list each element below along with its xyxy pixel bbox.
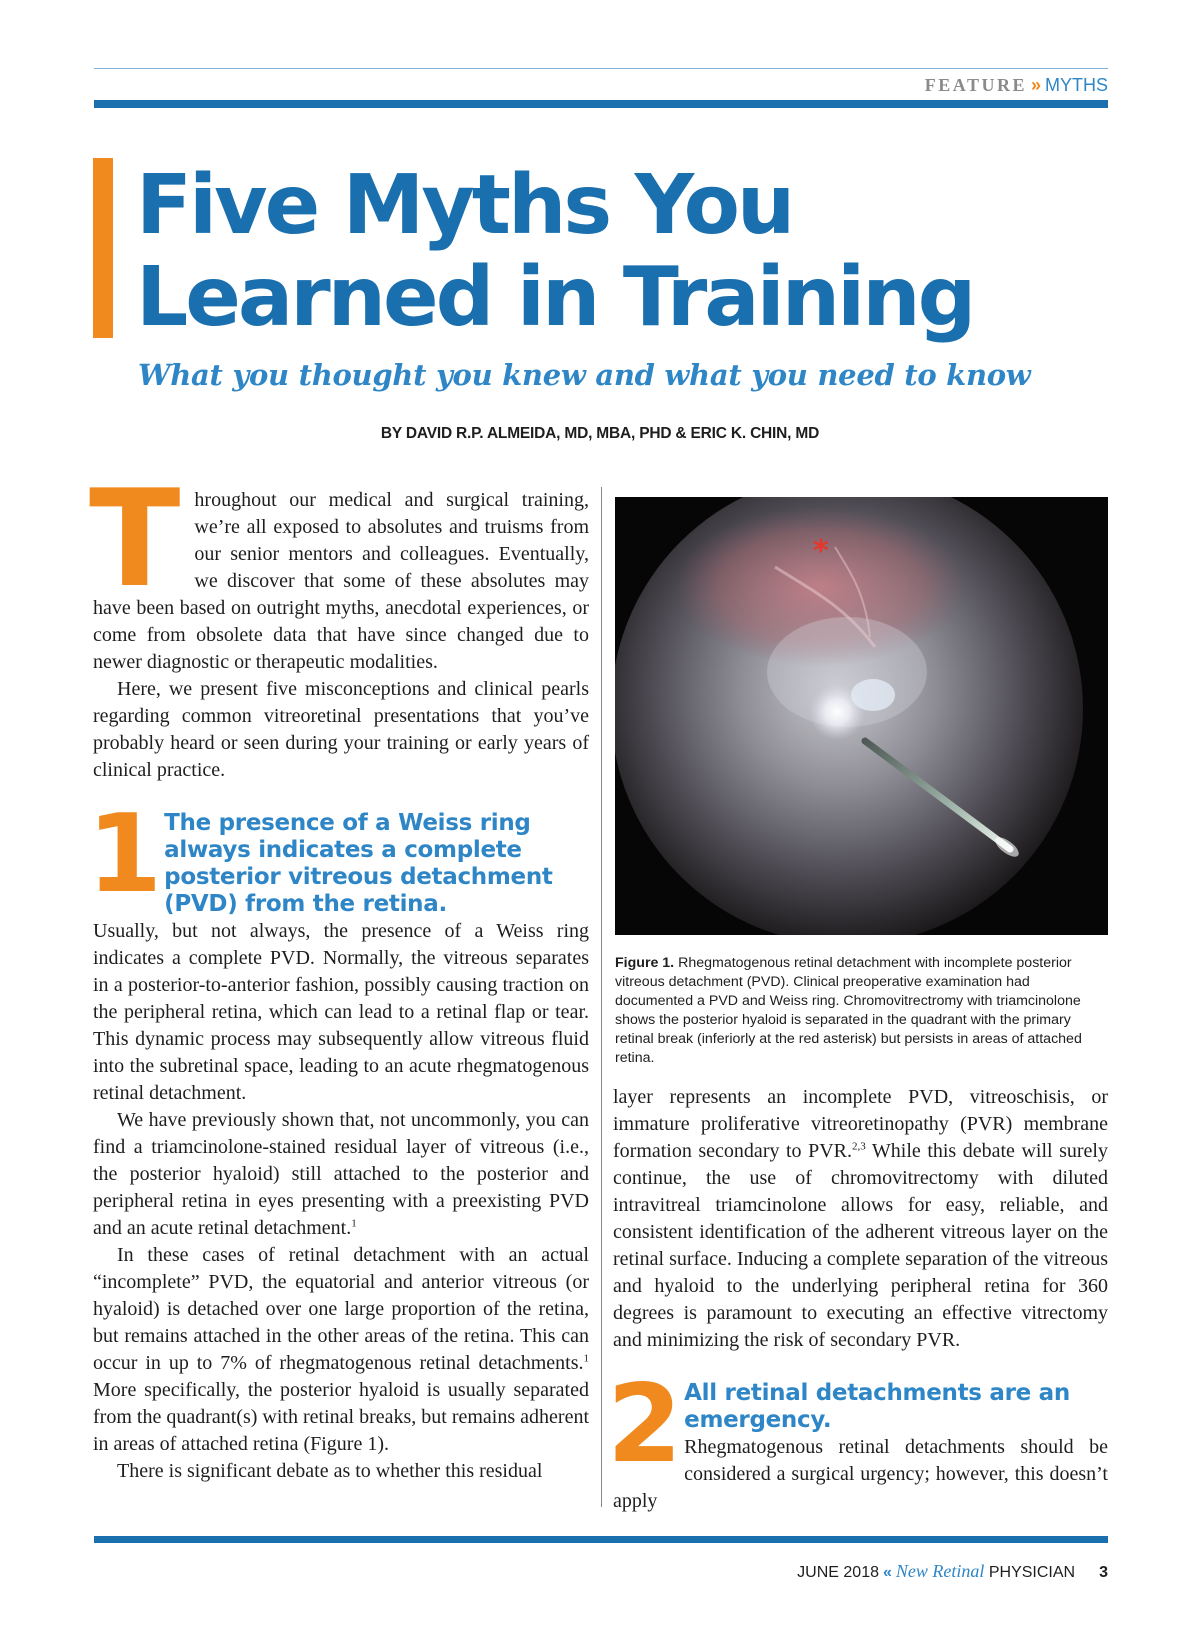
paragraph-6-continued — [613, 1084, 1108, 1354]
paragraph-5-text-b: More specifically, the posterior hyaloid is usually separated from the quadrant(s) with retinal breaks, but remains adherent in areas of attached retina (Figure 1). — [93, 1379, 589, 1455]
reference-superscript: 2,3 — [852, 1140, 866, 1153]
title-line-1: Five Myths You — [136, 158, 793, 253]
issue-date: JUNE 2018 — [797, 1564, 879, 1581]
page-number: 3 — [1099, 1564, 1108, 1581]
magazine-name-italic: New Retinal — [895, 1561, 985, 1581]
myth-1-heading-block — [87, 792, 589, 918]
body-column-right — [607, 1084, 1108, 1515]
article-subtitle: What you thought you knew and what you need to know — [138, 358, 1031, 392]
paragraph-5 — [93, 1242, 589, 1458]
paragraph-3: Usually, but not always, the presence of a Weiss ring indicates a complete PVD. Normally, the vitreous separates in a posterior-to-anterior fashion, possibly causing traction on the peripheral retina, which can lead to a retinal flap or tear. This dynamic process may subsequently allow vitreous fluid into the subretinal space, leading to an acute rhegmatogenous retinal detachment. — [93, 920, 589, 1104]
article-title — [136, 160, 1116, 344]
footer-separator: « — [883, 1564, 892, 1581]
paragraph-6: There is significant debate as to whether this residual — [117, 1460, 543, 1482]
page-footer — [797, 1561, 1108, 1582]
subsection-name: MYTHS — [1045, 75, 1108, 95]
figure-1-image — [615, 497, 1108, 935]
paragraph-7: Rhegmatogenous retinal detachments should be considered a surgical urgency; however, this doesn’t apply — [613, 1436, 1108, 1512]
intro-paragraph — [89, 461, 589, 676]
red-asterisk-marker: * — [813, 534, 829, 569]
reference-superscript: 1 — [351, 1217, 357, 1230]
body-column-left — [87, 461, 589, 1485]
byline: BY DAVID R.P. ALMEIDA, MD, MBA, PHD & ERIC K. CHIN, MD — [380, 425, 820, 442]
myth-2-number: 2 — [607, 1362, 679, 1487]
paragraph-2: Here, we present five misconceptions and clinical pearls regarding common vitreoretinal presentations that you’ve probably heard or seen during your training or early years of clinical practice. — [93, 678, 589, 781]
paragraph-4-text: We have previously shown that, not uncommonly, you can find a triamcinolone-stained residual layer of vitreous (i.e., the posterior hyaloid) still attached to the posterior and peripheral retina in eyes presenting with a preexisting PVD and an acute retinal detachment. — [93, 1109, 589, 1239]
reference-superscript: 1 — [583, 1352, 589, 1365]
magazine-name-plain: PHYSICIAN — [984, 1564, 1076, 1581]
paragraph-6-text-a: layer represents an incomplete PVD, vitreoschisis, or immature proliferative vitreoretinopathy (PVR) membrane formation secondary to PVR. — [613, 1086, 1108, 1162]
section-separator: » — [1030, 75, 1041, 95]
caption-text: Rhegmatogenous retinal detachment with incomplete posterior vitreous detachment (PVD). Clinical preoperative examination had documented a PVD and Weiss ring. Chromovitrectromy with triamcinolone shows the posterior hyaloid is separated in the quadrant with the primary retinal break (inferiorly at the red asterisk) but persists in areas of attached retina. — [615, 955, 1082, 1066]
myth-2-heading: All retinal detachments are an emergency. — [684, 1380, 1070, 1433]
fundus-photo — [615, 497, 1108, 935]
paragraph-6-text-b: While this debate will surely continue, the use of chromovitrectomy with diluted intravitreal triamcinolone allows for easy, reliable, and consistent identification of the adherent vitreous layer on the retinal surface. Inducing a complete separation of the vitreous and hyaloid to the underlying peripheral retina for 360 degrees is paramount to executing an effective vitrectomy and minimizing the risk of secondary PVR. — [613, 1140, 1108, 1351]
footer-rule — [94, 1536, 1108, 1543]
section-label — [925, 75, 1108, 96]
figure-1-caption — [615, 954, 1085, 1068]
paragraph-5-text-a: In these cases of retinal detachment with an actual “incomplete” PVD, the equatorial and anterior vitreous (or hyaloid) is detached over one large proportion of the retina, but remains attached in the other areas of the retina. This can occur in up to 7% of rhegmatogenous retinal detachments. — [93, 1244, 589, 1374]
title-accent-bar — [93, 158, 113, 338]
column-divider — [601, 487, 602, 1507]
header-rule-thick — [94, 100, 1108, 108]
caption-label: Figure 1. — [615, 955, 675, 971]
header-rule-thin — [94, 68, 1108, 69]
section-name: FEATURE — [924, 75, 1027, 95]
myth-1-heading: The presence of a Weiss ring always indicates a complete posterior vitreous detachment (PVD) from the retina. — [164, 810, 553, 917]
myth-1-number: 1 — [87, 792, 159, 917]
title-line-2: Learned in Training — [136, 250, 974, 345]
drop-cap: T — [89, 461, 181, 617]
intro-text: hroughout our medical and surgical training, we’re all exposed to absolutes and truisms from our senior mentors and colleagues. Eventually, we discover that some of these absolutes may have been based on outright myths, anecdotal experiences, or come from obsolete data that have since changed due to newer diagnostic or therapeutic modalities. — [93, 489, 589, 673]
paragraph-4 — [93, 1107, 589, 1242]
